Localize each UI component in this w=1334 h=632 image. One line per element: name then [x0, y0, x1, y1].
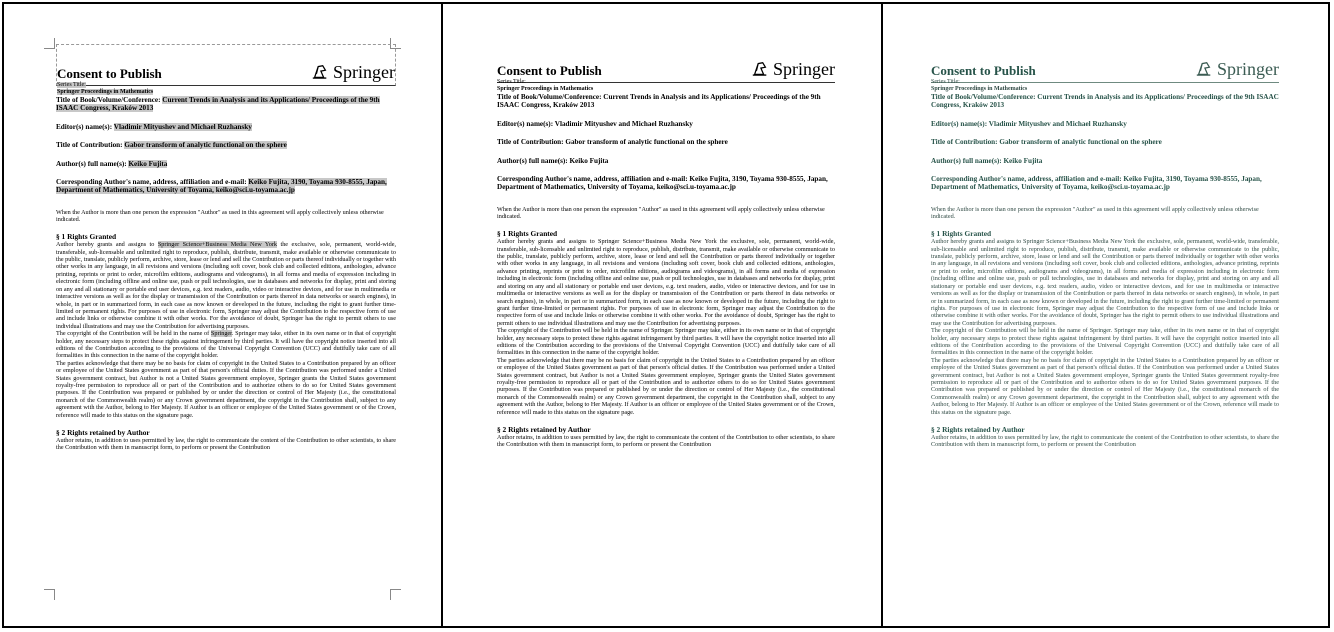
crop-mark — [44, 38, 55, 49]
holder-value[interactable]: Springer — [210, 330, 232, 338]
document-title: Consent to Publish — [931, 63, 1036, 78]
grantee-value[interactable]: Springer Science+Business Media New York — [157, 241, 278, 249]
consent-document — [497, 42, 835, 449]
series-value: Springer Proceedings in Mathematics — [931, 86, 1028, 92]
section-2-title: § 2 Rights retained by Author — [497, 425, 591, 434]
field-contribution: Title of Contribution: Gabor transform of analytic functional on the sphere — [497, 138, 728, 147]
section-1-para-2: The copyright of the Contribution will be held in the name of Springer. Springer may take, either in its own name or in that of copyright holder, any necessary steps to protect these rights against infringement by third parties. It will have the copyright notice inserted into all editions of the Contribution according to the provisions of the Universal Copyright Convention (UCC) and dutifully take care of all formalities in this connection in the name of the copyright holder. — [497, 327, 835, 357]
field-contribution: Title of Contribution: Gabor transform of analytic functional on the sphere — [56, 141, 287, 150]
field-authors: Author(s) full name(s): Keiko Fujita — [931, 156, 1043, 165]
document-title: Consent to Publish — [497, 63, 602, 78]
consent-document — [931, 42, 1279, 449]
field-authors: Author(s) full name(s): Keiko Fujita — [497, 156, 609, 165]
field-editors: Editor(s) name(s): Vladimir Mityushev and Michael Ruzhansky — [497, 119, 693, 128]
panel-clean — [445, 4, 883, 626]
field-corresponding: Corresponding Author's name, address, affiliation and e-mail: Keiko Fujita, 3190, Toyama 930-8555, Japan, Department of Mathematics, University of Toyama, keiko@sci.u-toyama.ac.jp — [931, 175, 1262, 192]
series-label: Series Title: — [497, 79, 526, 85]
contribution-value[interactable]: Gabor transform of analytic functional on the sphere — [124, 141, 287, 150]
section-2-para: Author retains, in addition to uses permitted by law, the right to communicate the content of the Contribution to other scientists, to share the Contribution with them in manuscript form, to perform or present the Contribution — [497, 434, 835, 449]
section-1-para-3: The parties acknowledge that there may be no basis for claim of copyright in the United States to a Contribution prepared by an officer or employee of the United States government as part of that person's official duties. If the Contribution was performed under a United States government contract, but Author is not a United States government employee, Springer grants the United States government royalty-free permission to reproduce all or part of the Contribution and to authorize others to do so for United States government purposes. If the Contribution was prepared or published by or under the direction or control of Her Majesty (i.e., the constitutional monarch of the Commonwealth realm) or any Crown government department, the copyright in the Contribution shall, subject to any agreement with the Author, belong to Her Majesty. If Author is an officer or employee of the United States government or of the Crown, reference will made to this status on the signature page. — [931, 356, 1279, 416]
document-header — [56, 44, 396, 95]
field-corresponding: Corresponding Author's name, address, affiliation and e-mail: Keiko Fujita, 3190, Toyama 930-8555, Japan, Department of Mathematics, University of Toyama, keiko@sci.u-toyama.ac.jp — [56, 178, 387, 195]
field-corresponding: Corresponding Author's name, address, affiliation and e-mail: Keiko Fujita, 3190, Toyama 930-8555, Japan, Department of Mathematics, University of Toyama, keiko@sci.u-toyama.ac.jp — [497, 175, 828, 192]
section-1-title: § 1 Rights Granted — [497, 229, 558, 239]
document-header — [497, 42, 835, 92]
section-2-para: Author retains, in addition to uses permitted by law, the right to communicate the content of the Contribution to other scientists, to share the Contribution with them in manuscript form, to perform or present the Contribution — [56, 437, 396, 452]
logo-text: Springer — [773, 59, 835, 79]
book-value[interactable]: Current Trends in Analysis and its Applications/ Proceedings of the 9th ISAAC Congress, Kraków 2013 — [56, 96, 380, 113]
crop-mark — [390, 589, 401, 600]
section-1-para-3: The parties acknowledge that there may be no basis for claim of copyright in the United States to a Contribution prepared by an officer or employee of the United States government as part of that person's official duties. If the Contribution was performed under a United States government contract, but Author is not a United States government employee, Springer grants the United States government royalty-free permission to reproduce all or part of the Contribution and to authorize others to do so for United States government purposes. If the Contribution was prepared or published by or under the direction or control of Her Majesty (i.e., the constitutional monarch of the Commonwealth realm) or any Crown government department, the copyright in the Contribution shall, subject to any agreement with the Author, belong to Her Majesty. If Author is an officer or employee of the United States government or of the Crown, reference will made to this status on the signature page. — [56, 359, 396, 419]
springer-logo — [751, 60, 835, 78]
author-note: When the Author is more than one person the expression "Author" as used in this agreement will apply collectively unless otherwise indicated. — [931, 205, 1259, 221]
field-editors: Editor(s) name(s): Vladimir Mityushev and Michael Ruzhansky — [56, 122, 252, 131]
field-book: Title of Book/Volume/Conference: Current Trends in Analysis and its Applications/ Proceedings of the 9th ISAAC Congress, Kraków 2013 — [56, 96, 380, 113]
springer-horse-icon — [311, 63, 329, 81]
field-editors: Editor(s) name(s): Vladimir Mityushev and Michael Ruzhansky — [931, 119, 1127, 128]
series-value[interactable]: Springer Proceedings in Mathematics — [57, 89, 154, 95]
section-1-para-1: Author hereby grants and assigns to Springer Science+Business Media New York the exclusive, sole, permanent, world-wide, transferable, sub-licensable and unlimited right to reproduce, publish, distribute, transmit, make available or otherwise communicate to the public, translate, publicly perform, archive, store, lease or lend and sell the Contribution or parts thereof individually or together with other works in any language, in all revisions and versions (including soft cover, book club and collected editions, anthologies, advance printing, reprints or print to order, microfilm editions, audiograms and videograms), in all forms and media of expression including in electronic form (including offline and online use, push or pull technologies, use in databases and networks for display, print and storing on any and all stationary or portable end user devices, e.g. text readers, audio, video or interactive devices, and for use in multimedia or interactive versions as well as for the display or transmission of the Contribution or parts thereof in data networks or search engines), in whole, in part or in summarized form, in each case as now known or developed in the future, including the right to grant further time-limited or permanent rights. For purposes of use in electronic form, Springer may adjust the Contribution to the respective form of use and include links or otherwise combine it with other works. For the avoidance of doubt, Springer has the right to permit others to use individual illustrations and may use the Contribution for advertising purposes. — [497, 238, 835, 327]
editors-value[interactable]: Vladimir Mityushev and Michael Ruzhansky — [113, 122, 252, 131]
springer-horse-icon — [1195, 60, 1213, 78]
consent-document — [56, 44, 396, 452]
section-1-para-3: The parties acknowledge that there may be no basis for claim of copyright in the United States to a Contribution prepared by an officer or employee of the United States government as part of that person's official duties. If the Contribution was performed under a United States government contract, but Author is not a United States government employee, Springer grants the United States government royalty-free permission to reproduce all or part of the Contribution and to authorize others to do so for United States government purposes. If the Contribution was prepared or published by or under the direction or control of Her Majesty (i.e., the constitutional monarch of the Commonwealth realm) or any Crown government department, the copyright in the Contribution shall, subject to any agreement with the Author, belong to Her Majesty. If Author is an officer or employee of the United States government or of the Crown, reference will made to this status on the signature page. — [497, 356, 835, 416]
panel-tinted — [885, 4, 1326, 626]
field-contribution: Title of Contribution: Gabor transform of analytic functional on the sphere — [931, 138, 1162, 147]
springer-logo — [311, 63, 395, 81]
logo-text: Springer — [1217, 59, 1279, 79]
springer-horse-icon — [751, 60, 769, 78]
section-1-para-1: Author hereby grants and assigns to Springer Science+Business Media New York the exclusive, sole, permanent, world-wide, transferable, sub-licensable and unlimited right to reproduce, publish, distribute, transmit, make available or otherwise communicate to the public, translate, publicly perform, archive, store, lease or lend and sell the Contribution or parts thereof individually or together with other works in any language, in all revisions and versions (including soft cover, book club and collected editions, anthologies, advance printing, reprints or print to order, microfilm editions, audiograms and videograms), in all forms and media of expression including in electronic form (including offline and online use, push or pull technologies, use in databases and networks for display, print and storing on any and all stationary or portable end user devices, e.g. text readers, audio, video or interactive devices, and for use in multimedia or interactive versions as well as for the display or transmission of the Contribution or parts thereof in data networks or search engines), in whole, in part or in summarized form, in each case as now known or developed in the future, including the right to grant further time-limited or permanent rights. For purposes of use in electronic form, Springer may adjust the Contribution to the respective form of use and include links or otherwise combine it with other works. For the avoidance of doubt, Springer has the right to permit others to use individual illustrations and may use the Contribution for advertising purposes. — [931, 238, 1280, 327]
document-title: Consent to Publish — [57, 66, 162, 81]
author-note: When the Author is more than one person the expression "Author" as used in this agreement will apply collectively unless otherwise indicated. — [497, 205, 825, 221]
section-2-title: § 2 Rights retained by Author — [56, 428, 150, 437]
series-value: Springer Proceedings in Mathematics — [497, 86, 594, 92]
corr-value[interactable]: Keiko Fujita, 3190, Toyama 930-8555, Japan, Department of Mathematics, University of Toyama, keiko@sci.u-toyama.ac.jp — [56, 178, 387, 195]
field-book: Title of Book/Volume/Conference: Current Trends in Analysis and its Applications/ Proceedings of the 9th ISAAC Congress, Kraków 2013 — [931, 93, 1279, 110]
springer-logo — [1195, 60, 1279, 78]
series-label: Series Title: — [931, 79, 960, 85]
section-1-para-2: The copyright of the Contribution will be held in the name of Springer. Springer may take, either in its own name or in that of copyright holder, any necessary steps to protect these rights against infringement by third parties. It will have the copyright notice inserted into all editions of the Contribution according to the provisions of the Universal Copyright Convention (UCC) and dutifully take care of all formalities in this connection in the name of the copyright holder. — [931, 327, 1279, 357]
panel-editable — [4, 4, 443, 626]
section-1-para-2: The copyright of the Contribution will be held in the name of Springer. Springer may take, either in its own name or in that of copyright holder, any necessary steps to protect these rights against infringement by third parties. It will have the copyright notice inserted into all editions of the Contribution according to the provisions of the Universal Copyright Convention (UCC) and dutifully take care of all formalities in this connection in the name of the copyright holder. — [56, 330, 397, 360]
section-1-title: § 1 Rights Granted — [56, 232, 117, 242]
crop-mark — [44, 589, 55, 600]
section-2-para: Author retains, in addition to uses permitted by law, the right to communicate the content of the Contribution to other scientists, to share the Contribution with them in manuscript form, to perform or present the Contribution — [931, 434, 1279, 449]
author-note: When the Author is more than one person the expression "Author" as used in this agreement will apply collectively unless otherwise indicated. — [56, 208, 384, 224]
authors-value[interactable]: Keiko Fujita — [128, 159, 168, 168]
logo-text: Springer — [333, 62, 395, 82]
series-label: Series Title: — [57, 82, 86, 88]
section-1-para-1: Author hereby grants and assigns to Springer Science+Business Media New York the exclusive, sole, permanent, world-wide, transferable, sub-licensable and unlimited right to reproduce, publish, distribute, transmit, make available or otherwise communicate to the public, translate, publicly perform, archive, store, lease or lend and sell the Contribution or parts thereof individually or together with other works in any language, in all revisions and versions (including soft cover, book club and collected editions, anthologies, advance printing, reprints or print to order, microfilm editions, audiograms and videograms), in all forms and media of expression including in electronic form (including offline and online use, push or pull technologies, use in databases and networks for display, print and storing on any and all stationary or portable end user devices, e.g. text readers, audio, video or interactive devices, and for use in multimedia or interactive versions as well as for the display or transmission of the Contribution or parts thereof in data networks or search engines), in whole, in part or in summarized form, in each case as now known or developed in the future, including the right to grant further time-limited or permanent rights. For purposes of use in electronic form, Springer may adjust the Contribution to the respective form of use and include links or otherwise combine it with other works. For the avoidance of doubt, Springer has the right to permit others to use individual illustrations and may use the Contribution for advertising purposes. — [56, 241, 397, 330]
field-book: Title of Book/Volume/Conference: Current Trends in Analysis and its Applications/ Proceedings of the 9th ISAAC Congress, Kraków 2013 — [497, 93, 821, 110]
document-header — [931, 42, 1279, 92]
field-authors: Author(s) full name(s): Keiko Fujita — [56, 159, 168, 168]
section-1-title: § 1 Rights Granted — [931, 229, 992, 239]
section-2-title: § 2 Rights retained by Author — [931, 425, 1025, 434]
